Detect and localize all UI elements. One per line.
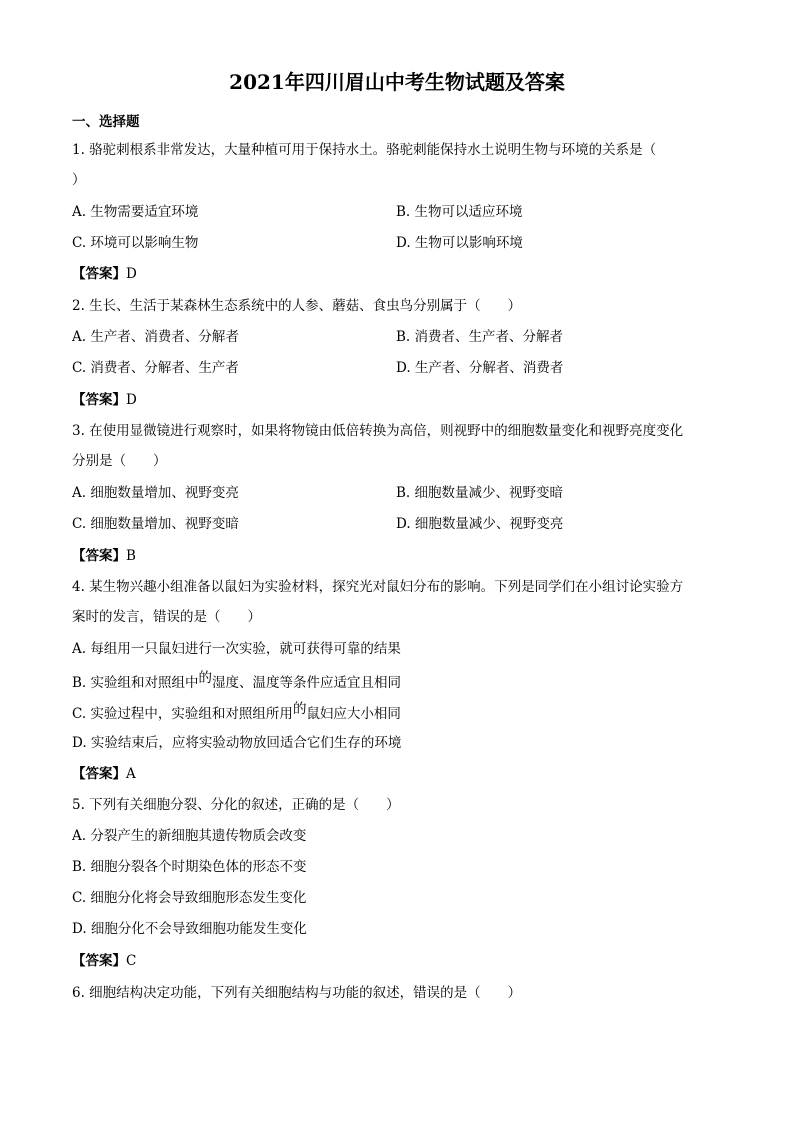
question-4-stem-line1: 4. 某生物兴趣小组准备以鼠妇为实验材料，探究光对鼠妇分布的影响。下列是同学们在小组讨论实验方 xyxy=(72,579,684,595)
question-5-option-c: C. 细胞分化将会导致细胞形态发生变化 xyxy=(72,890,307,906)
option-c-head: C. 实验过程中，实验组和对照组所用 xyxy=(72,706,293,722)
question-5-option-d: D. 细胞分化不会导致细胞功能发生变化 xyxy=(72,921,307,937)
question-4-option-b xyxy=(72,670,402,693)
question-3-stem-line1: 3. 在使用显微镜进行观察时，如果将物镜由低倍转换为高倍，则视野中的细胞数量变化和视野亮度变化 xyxy=(72,423,684,439)
option-c-raised-char: 的 xyxy=(292,701,307,717)
question-3-option-b: B. 细胞数量减少、视野变暗 xyxy=(396,485,564,501)
question-2-stem-line1: 2. 生长、生活于某森林生态系统中的人参、蘑菇、食虫鸟分别属于（ ） xyxy=(72,298,522,314)
answer-tag: 【答案】 xyxy=(72,548,126,564)
question-2-answer xyxy=(72,390,137,410)
option-c-tail: 鼠妇应大小相同 xyxy=(306,706,401,722)
question-5-stem-line1: 5. 下列有关细胞分裂、分化的叙述，正确的是（ ） xyxy=(72,797,400,813)
question-4-option-a: A. 每组用一只鼠妇进行一次实验，就可获得可靠的结果 xyxy=(72,641,401,657)
question-1-option-b: B. 生物可以适应环境 xyxy=(396,204,523,220)
question-4-answer xyxy=(72,764,136,784)
document-title: 2021年四川眉山中考生物试题及答案 xyxy=(229,70,565,94)
question-1-answer xyxy=(72,264,137,284)
answer-value: C xyxy=(126,953,137,969)
option-b-head: B. 实验组和对照组中 xyxy=(72,675,199,691)
question-5-option-b: B. 细胞分裂各个时期染色体的形态不变 xyxy=(72,859,307,875)
question-3-stem-line2: 分别是（ ） xyxy=(72,453,167,469)
question-2-option-a: A. 生产者、消费者、分解者 xyxy=(72,329,239,345)
answer-value: D xyxy=(126,266,137,282)
answer-tag: 【答案】 xyxy=(72,766,126,782)
answer-tag: 【答案】 xyxy=(72,953,126,969)
question-4-stem-line2: 案时的发言，错误的是（ ） xyxy=(72,609,261,625)
section-heading: 一、选择题 xyxy=(72,114,140,130)
question-2-option-d: D. 生产者、分解者、消费者 xyxy=(396,360,564,376)
question-5-answer xyxy=(72,951,136,971)
question-1-option-c: C. 环境可以影响生物 xyxy=(72,235,199,251)
question-3-option-a: A. 细胞数量增加、视野变亮 xyxy=(72,485,239,501)
answer-value: B xyxy=(126,548,136,564)
question-3-option-d: D. 细胞数量减少、视野变亮 xyxy=(396,516,564,532)
question-4-option-c xyxy=(72,701,401,724)
question-6-stem-line1: 6. 细胞结构决定功能，下列有关细胞结构与功能的叙述，错误的是（ ） xyxy=(72,985,522,1001)
question-5-option-a: A. 分裂产生的新细胞其遗传物质会改变 xyxy=(72,828,307,844)
answer-tag: 【答案】 xyxy=(72,392,126,408)
answer-tag: 【答案】 xyxy=(72,266,126,282)
question-1-option-a: A. 生物需要适宜环境 xyxy=(72,204,199,220)
option-b-tail: 湿度、温度等条件应适宜且相同 xyxy=(212,675,402,691)
answer-value: A xyxy=(126,766,136,782)
question-1-stem-line2: ） xyxy=(72,172,86,188)
question-2-option-c: C. 消费者、分解者、生产者 xyxy=(72,360,239,376)
question-3-option-c: C. 细胞数量增加、视野变暗 xyxy=(72,516,239,532)
option-b-raised-char: 的 xyxy=(198,670,213,686)
question-1-option-d: D. 生物可以影响环境 xyxy=(396,235,523,251)
question-2-option-b: B. 消费者、生产者、分解者 xyxy=(396,329,564,345)
question-4-option-d: D. 实验结束后，应将实验动物放回适合它们生存的环境 xyxy=(72,735,402,751)
question-3-answer xyxy=(72,546,136,566)
answer-value: D xyxy=(126,392,137,408)
question-1-stem-line1: 1. 骆驼刺根系非常发达，大量种植可用于保持水土。骆驼刺能保持水土说明生物与环境的关系是（ xyxy=(72,142,657,158)
